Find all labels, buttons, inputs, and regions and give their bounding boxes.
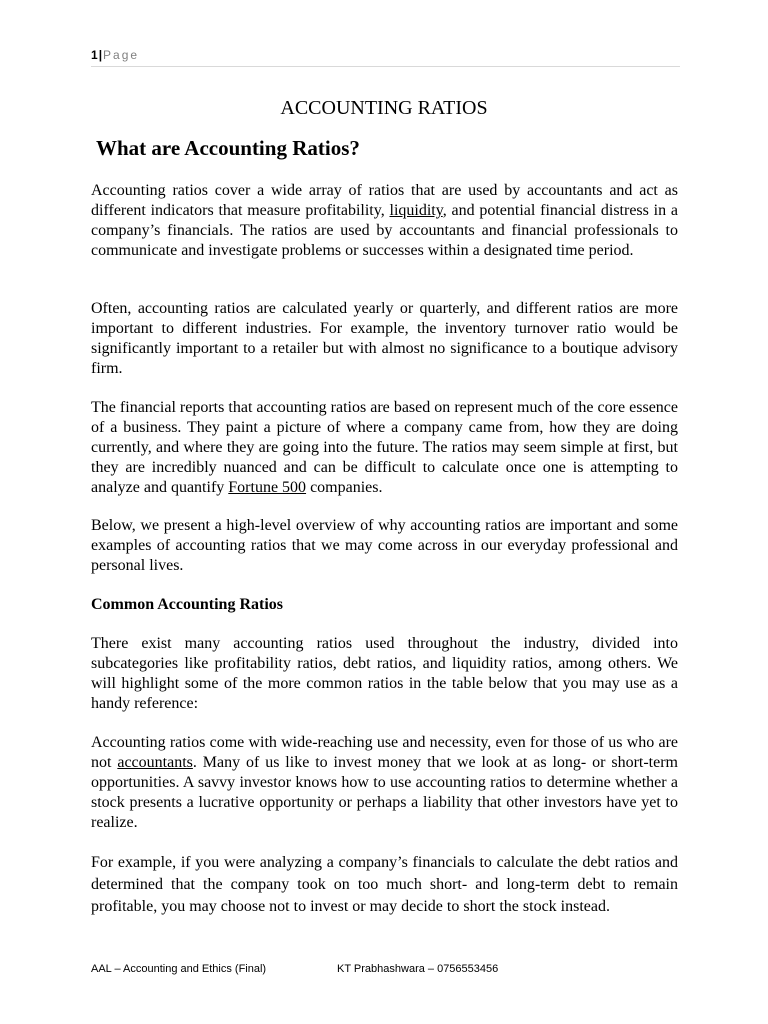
fortune-500-link[interactable]: Fortune 500 [228,479,307,496]
footer-author: KT Prabhashwara – 0756553456 [337,963,499,975]
page-number: 1 [91,48,98,62]
liquidity-link[interactable]: liquidity [389,202,443,219]
subheading-common-ratios: Common Accounting Ratios [91,596,284,613]
footer-course: AAL – Accounting and Ethics (Final) [91,963,267,975]
paragraph-6 [91,733,678,833]
paragraph-text: companies. [306,479,383,496]
section-heading: What are Accounting Ratios? [96,136,360,160]
page-footer [91,962,498,976]
paragraph-text: Accounting ratios come with wide-reaching use and necessity, even for those of us who are not [91,734,678,771]
paragraph-4: Below, we present a high-level overview of why accounting ratios are important and some examples of accounting ratios that we may come across in our everyday professional and personal lives. [91,517,678,574]
page-separator: | [98,48,103,62]
document-title: ACCOUNTING RATIOS [280,97,488,119]
paragraph-text: Accounting ratios cover a wide array of ratios that are used by accountants and act as different indicators that measure profitability, [91,182,678,219]
accountants-link[interactable]: accountants [117,754,193,771]
paragraph-7: For example, if you were analyzing a company’s financials to calculate the debt ratios and determined that the company took on too much short- and long-term debt to remain profitable, you may choose not to invest or may decide to short the stock instead. [91,854,678,915]
paragraph-text: , and potential financial distress in a company’s financials. The ratios are used by accountants and financial professionals to communicate and investigate problems or successes within a designated time period. [91,202,678,259]
paragraph-text: The financial reports that accounting ratios are based on represent much of the core essence of a business. They paint a picture of where a company came from, how they are doing currently, and where they are going into the future. The ratios may seem simple at first, but they are incredibly nuanced and can be difficult to calculate once one is attempting to analyze and quantify [91,399,678,496]
paragraph-3 [91,398,678,498]
paragraph-5: There exist many accounting ratios used throughout the industry, divided into subcategories like profitability ratios, debt ratios, and liquidity ratios, among others. We will highlight some of the more common ratios in the table below that you may use as a handy reference: [91,635,678,712]
paragraph-2: Often, accounting ratios are calculated yearly or quarterly, and different ratios are more important to different industries. For example, the inventory turnover ratio would be significantly important to a retailer but with almost no significance to a boutique advisory firm. [91,300,678,377]
page-header [91,48,680,67]
page-label: Page [103,48,140,62]
paragraph-1 [91,181,678,261]
paragraph-text: . Many of us like to invest money that we look at as long- or short-term opportunities. A savvy investor knows how to use accounting ratios to determine whether a stock presents a lucrative opportunity or perhaps a liability that other investors have yet to realize. [91,754,678,831]
